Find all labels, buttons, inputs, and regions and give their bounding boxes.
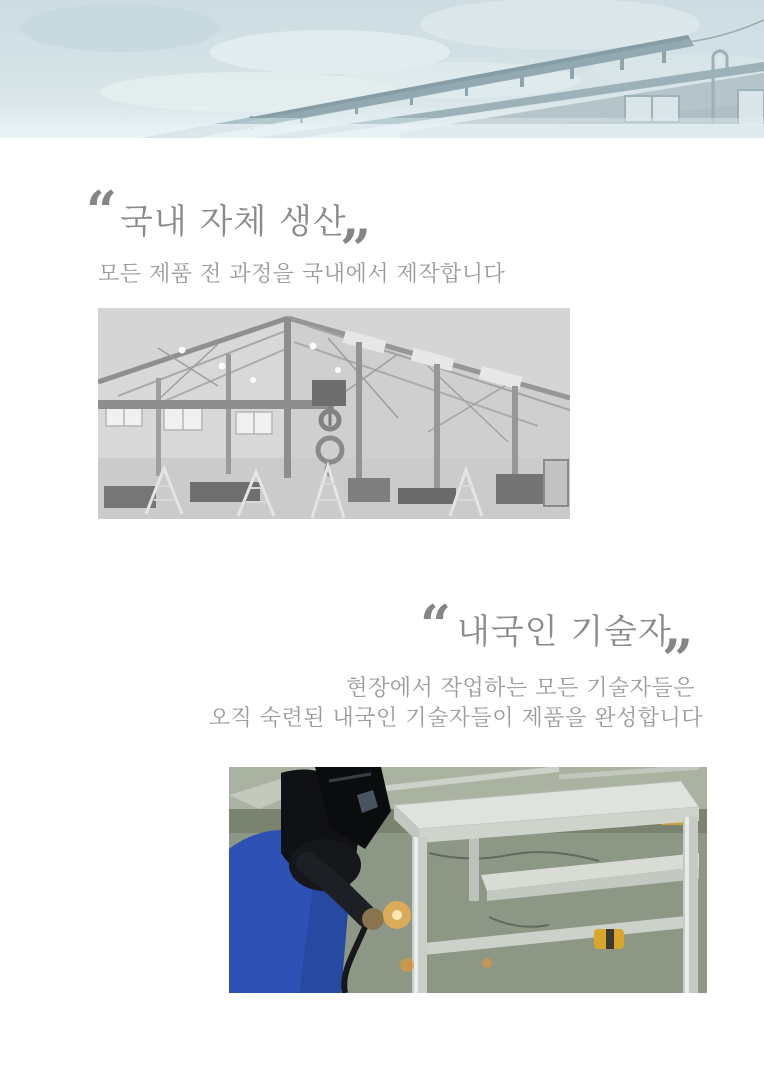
section-subtitle-korean-technicians xyxy=(209,674,703,734)
section-title-korean-technicians: 내국인 기술자 xyxy=(457,612,672,652)
subtitle-line-2: 오직 숙련된 내국인 기술자들이 제품을 완성합니다 xyxy=(208,706,703,731)
welder-photo xyxy=(229,767,707,993)
subtitle-line-1: 현장에서 작업하는 모든 기술자들은 xyxy=(346,676,695,701)
factory-exterior-illustration xyxy=(0,0,764,138)
factory-interior-photo xyxy=(98,308,570,519)
close-quote-icon: ” xyxy=(340,217,372,281)
section-title-domestic-production: 국내 자체 생산 xyxy=(120,202,347,242)
open-quote-icon: “ xyxy=(86,179,118,243)
section-subtitle-domestic-production: 모든 제품 전 과정을 국내에서 제작합니다 xyxy=(98,262,506,287)
banner-image xyxy=(0,0,764,138)
open-quote-icon: “ xyxy=(420,593,452,657)
close-quote-icon: ” xyxy=(662,627,694,691)
